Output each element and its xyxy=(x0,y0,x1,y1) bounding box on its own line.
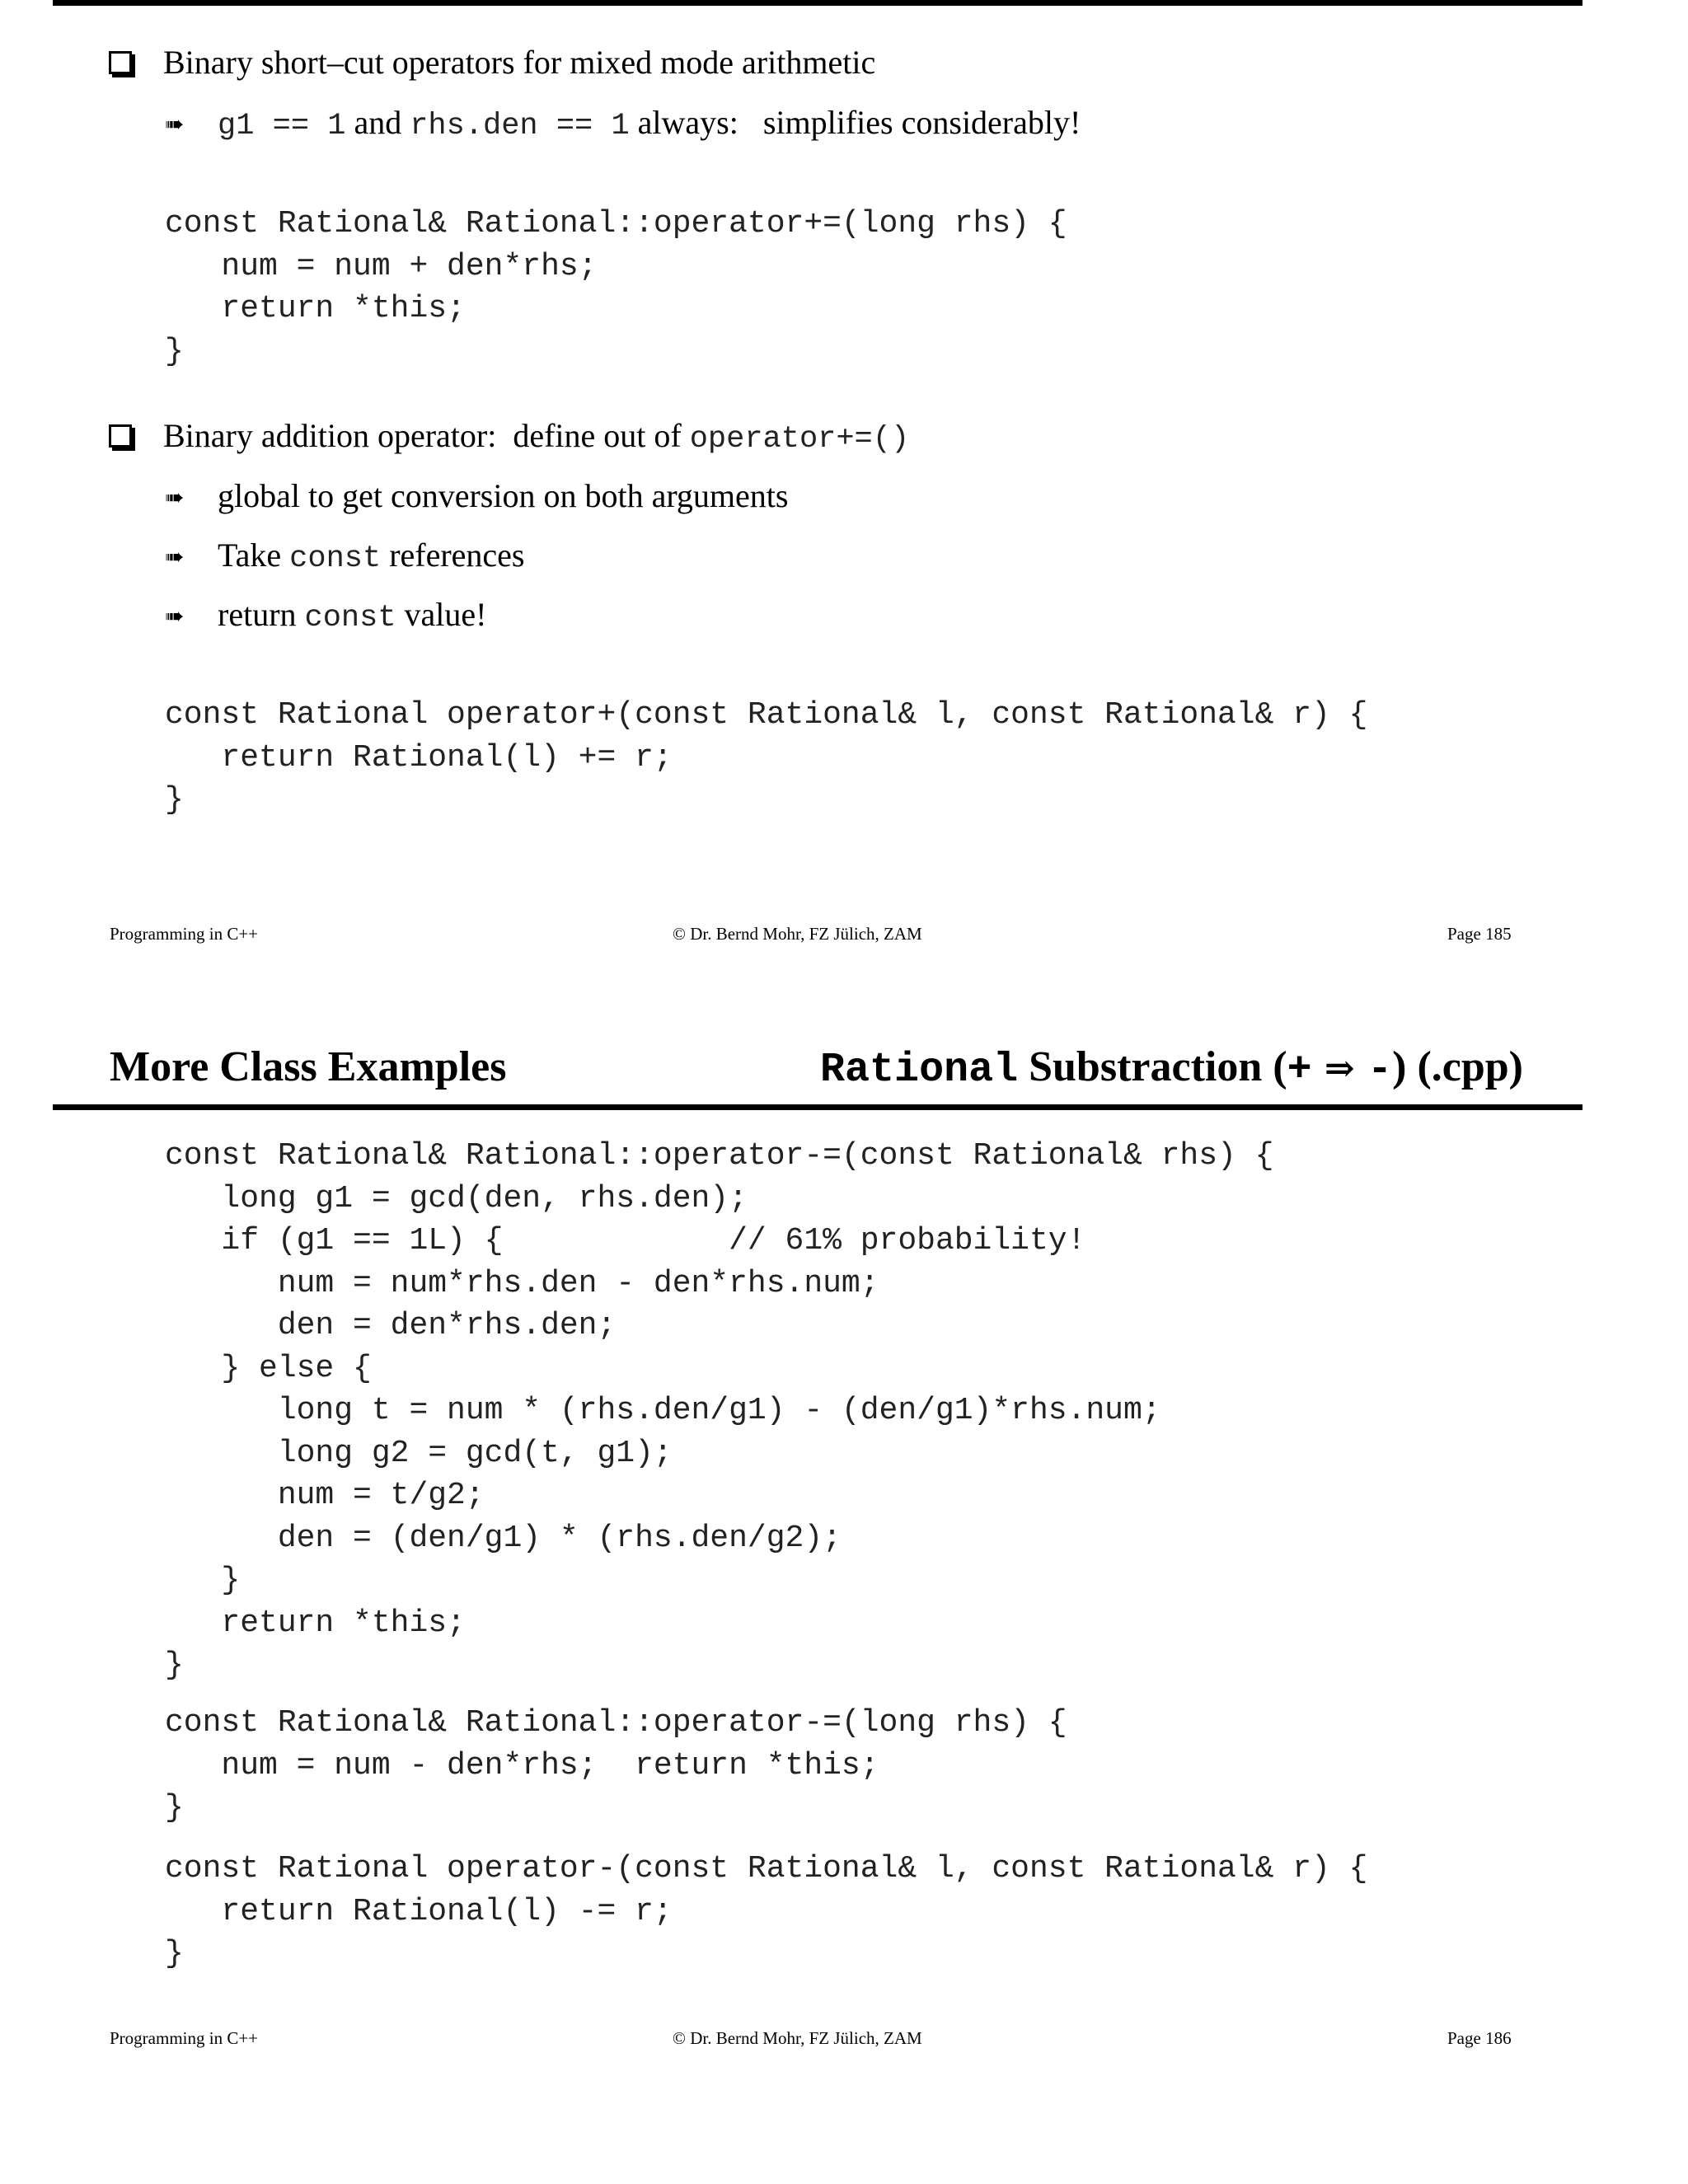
footer-copyright: © Dr. Bernd Mohr, FZ Jülich, ZAM xyxy=(673,924,922,944)
arrow-bullet-icon: ➠ xyxy=(165,484,185,511)
subtitle-arrow: ⇒ xyxy=(1311,1047,1368,1090)
bullet-short-cut-operators xyxy=(109,43,875,82)
inline-code: g1 == 1 xyxy=(218,109,346,143)
subtitle-plus: + xyxy=(1287,1047,1312,1094)
page-subtitle xyxy=(820,1043,1523,1095)
code-block-minus-assign-rational: const Rational& Rational::operator-=(const Rational& rhs) { long g1 = gcd(den, rhs.den); if (g1 == 1L) { // 61% probability! num = num*rhs.den - den*rhs.num; den = den*rhs.den; } else { long t = num * (rhs.den/g1) - (den/g1)*rhs.num; long g2 = gcd(t, g1); num = t/g2; den = (den/g1) * (rhs.den/g2); } return *this; } xyxy=(165,1138,1274,1683)
code-block-minus-assign-long: const Rational& Rational::operator-=(long rhs) { num = num - den*rhs; return *this; } xyxy=(165,1705,1067,1825)
title-rule xyxy=(53,1104,1582,1110)
sub-text: always: simplifies considerably! xyxy=(629,104,1081,141)
sub-text: value! xyxy=(396,596,487,633)
inline-code: const xyxy=(304,601,396,635)
footer-copyright: © Dr. Bernd Mohr, FZ Jülich, ZAM xyxy=(673,2028,922,2048)
code-block-plus-assign-long: const Rational& Rational::operator+=(long rhs) { num = num + den*rhs; return *this; } xyxy=(165,206,1067,369)
footer-course-title: Programming in C++ xyxy=(110,924,259,944)
code-block-operator-minus: const Rational operator-(const Rational& l, const Rational& r) { return Rational(l) -= r; } xyxy=(165,1851,1368,1971)
subtitle-text: ) (.cpp) xyxy=(1392,1043,1523,1090)
box-bullet-icon xyxy=(109,424,132,448)
arrow-bullet-icon: ➠ xyxy=(165,602,185,630)
sub-text: return xyxy=(218,596,305,633)
footer-page-number: Page 185 xyxy=(1447,924,1512,944)
bullet-text: Binary short–cut operators for mixed mode arithmetic xyxy=(163,44,876,81)
box-bullet-icon xyxy=(109,51,132,74)
sub-bullet-const-references xyxy=(165,536,524,579)
bullet-binary-addition xyxy=(109,416,909,459)
sub-bullet-global-conversion xyxy=(165,476,788,518)
subtitle-minus: - xyxy=(1367,1047,1393,1094)
top-rule xyxy=(53,0,1582,6)
sub-text: global to get conversion on both arguments xyxy=(218,477,789,514)
arrow-bullet-icon: ➠ xyxy=(165,110,185,138)
footer-course-title: Programming in C++ xyxy=(110,2028,259,2048)
subtitle-code: Rational xyxy=(820,1047,1019,1094)
page-title: More Class Examples xyxy=(110,1043,507,1090)
sub-bullet-const-value xyxy=(165,595,487,638)
sub-bullet-simplifies xyxy=(165,103,1081,146)
bullet-text: Binary addition operator: define out of xyxy=(163,417,690,454)
code-block-operator-plus: const Rational operator+(const Rational& l, const Rational& r) { return Rational(l) += r; } xyxy=(165,697,1368,818)
sub-text: Take xyxy=(218,537,290,574)
sub-text: and xyxy=(345,104,410,141)
inline-code: const xyxy=(289,541,382,576)
arrow-bullet-icon: ➠ xyxy=(165,543,185,570)
inline-code: operator+=() xyxy=(689,422,910,457)
inline-code: rhs.den == 1 xyxy=(410,109,630,143)
subtitle-text: Substraction ( xyxy=(1018,1043,1287,1090)
footer-page-number: Page 186 xyxy=(1447,2028,1512,2048)
sub-text: references xyxy=(381,537,525,574)
